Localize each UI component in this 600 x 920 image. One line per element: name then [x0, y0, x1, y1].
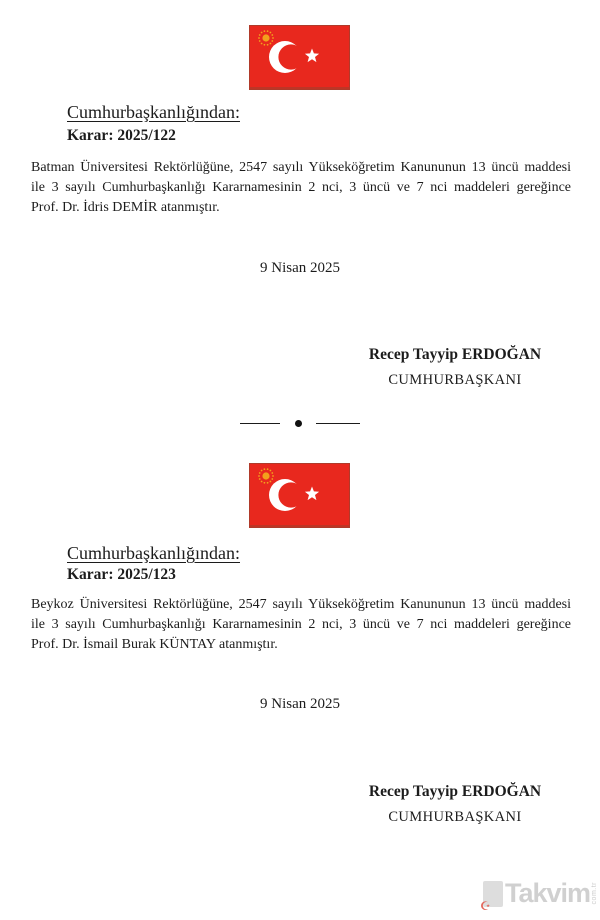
divider-line-left	[240, 423, 280, 424]
flag-svg	[249, 463, 350, 528]
signature-block	[340, 346, 570, 389]
turkish-presidential-flag-icon	[249, 463, 350, 528]
decree-date: 9 Nisan 2025	[260, 696, 340, 712]
signer-name: Recep Tayyip ERDOĞAN	[368, 346, 542, 363]
turkish-presidential-flag-icon	[249, 25, 350, 90]
divider-bullet-icon	[295, 420, 302, 427]
flag-svg	[249, 25, 350, 90]
decision-number: Karar: 2025/122	[67, 127, 176, 144]
signer-title: CUMHURBAŞKANI	[388, 809, 522, 825]
decree-body	[31, 595, 571, 655]
signer-title: CUMHURBAŞKANI	[388, 372, 522, 388]
decree-body-line: Prof. Dr. İdris DEMİR atanmıştır.	[31, 200, 220, 215]
decree-body	[31, 158, 571, 218]
watermark-domain-suffix: com.tr	[591, 882, 598, 905]
decree-body-line: Beykoz Üniversitesi Rektörlüğüne, 2547 sayılı Yükseköğretim Kanununun 13 üncü maddesi	[31, 597, 571, 612]
decree-date: 9 Nisan 2025	[260, 260, 340, 276]
decree-body-line: Batman Üniversitesi Rektörlüğüne, 2547 sayılı Yükseköğretim Kanununun 13 üncü maddesi	[31, 160, 571, 175]
decree-body-line: ile 3 sayılı Cumhurbaşkanlığı Kararnamesinin 2 nci, 3 üncü ve 7 nci maddeleri gereğince	[31, 180, 571, 195]
decree-body-line: Prof. Dr. İsmail Burak KÜNTAY atanmıştır.	[31, 637, 278, 652]
section-divider	[240, 419, 360, 428]
issuer-heading: Cumhurbaşkanlığından:	[67, 102, 240, 122]
crescent-star-icon: ☪	[479, 898, 491, 913]
decree-body-line: ile 3 sayılı Cumhurbaşkanlığı Kararnamesinin 2 nci, 3 üncü ve 7 nci maddeleri gereğince	[31, 617, 571, 632]
signer-name: Recep Tayyip ERDOĞAN	[368, 783, 542, 800]
watermark-brand: Takvim	[504, 878, 590, 908]
takvim-logo-icon	[479, 881, 503, 913]
signature-block	[340, 783, 570, 826]
issuer-heading: Cumhurbaşkanlığından:	[67, 543, 240, 563]
decision-number: Karar: 2025/123	[67, 566, 176, 583]
divider-line-right	[316, 423, 360, 424]
takvim-watermark	[479, 878, 598, 913]
